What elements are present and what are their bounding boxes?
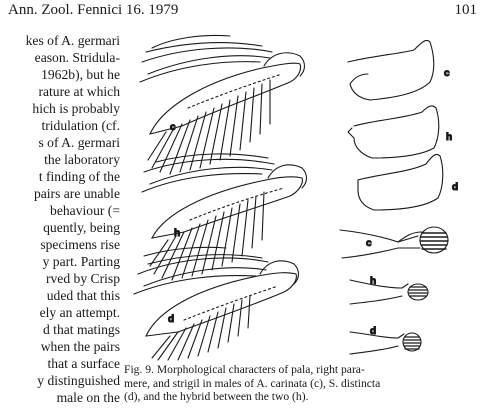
strigil-c-label: c bbox=[366, 238, 372, 249]
body-text-column bbox=[0, 32, 120, 419]
body-line: kes of A. germari bbox=[25, 33, 120, 48]
strigil-h-drawing bbox=[350, 280, 428, 304]
body-line: specimens rise bbox=[40, 237, 120, 252]
body-line: tridulation (cf. bbox=[41, 118, 120, 133]
pala-d-drawing bbox=[134, 247, 299, 360]
body-line: rved by Crisp bbox=[45, 271, 120, 286]
paramere-c-drawing bbox=[348, 40, 434, 100]
pala-d-label: d bbox=[168, 314, 175, 325]
figure-caption bbox=[124, 363, 476, 404]
body-line: male on the bbox=[56, 390, 120, 405]
strigil-d-label: d bbox=[370, 326, 377, 337]
page-number: 101 bbox=[454, 2, 477, 18]
body-line: y part. Parting bbox=[42, 254, 120, 269]
caption-line: (d), and the hybrid between the two (h). bbox=[124, 390, 309, 404]
body-line: the laboratory bbox=[44, 152, 120, 167]
body-line: s of A. germari bbox=[38, 135, 120, 150]
body-line: 1962b), but he bbox=[41, 67, 120, 82]
paramere-c-label: c bbox=[444, 68, 450, 79]
body-line: y distinguished bbox=[37, 373, 120, 388]
body-line: pairs are unable bbox=[33, 186, 120, 201]
body-line: quently, being bbox=[43, 220, 120, 235]
pala-h-label: h bbox=[174, 228, 181, 239]
body-line: that a surface bbox=[47, 356, 120, 371]
strigil-h-label: h bbox=[370, 276, 377, 287]
body-line: t finding of the bbox=[38, 169, 120, 184]
body-line: uded that this bbox=[46, 288, 120, 303]
figure-drawing bbox=[122, 22, 481, 362]
pala-c-label: c bbox=[170, 122, 176, 133]
paramere-d-drawing bbox=[358, 154, 443, 210]
body-line: eason. Stridula- bbox=[34, 50, 120, 65]
body-line: d that matings bbox=[42, 322, 120, 337]
body-line: when the pairs bbox=[40, 339, 120, 354]
paramere-h-drawing bbox=[348, 106, 439, 158]
paramere-h-label: h bbox=[446, 132, 453, 143]
caption-line: Fig. 9. Morphological characters of pala, right para- bbox=[124, 363, 365, 376]
strigil-c-drawing bbox=[340, 227, 448, 258]
strigil-d-drawing bbox=[350, 332, 421, 354]
body-line: rature at which bbox=[38, 84, 120, 99]
caption-line: mere, and strigil in males of A. carinata (c), S. distincta bbox=[124, 376, 381, 390]
figure-9 bbox=[122, 22, 481, 362]
body-line: hich is probably bbox=[32, 101, 120, 116]
body-line: ely an attempt. bbox=[39, 305, 120, 320]
body-line: behaviour (= bbox=[50, 203, 120, 218]
page-header bbox=[0, 0, 481, 22]
paramere-d-label: d bbox=[452, 182, 459, 193]
journal-citation: Ann. Zool. Fennici 16. 1979 bbox=[8, 2, 179, 18]
